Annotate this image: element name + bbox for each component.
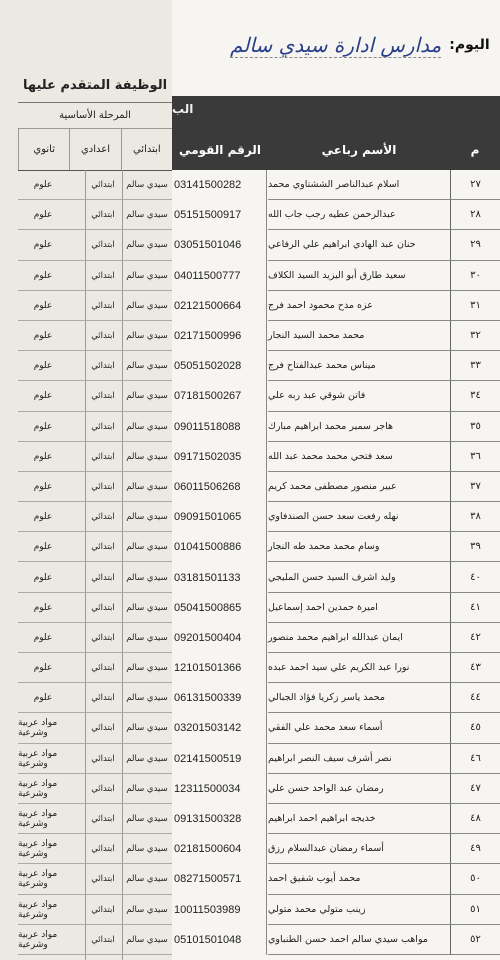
table-row <box>0 713 500 743</box>
number-cell: ٣٣ <box>450 351 500 381</box>
name-cell: عبير منصور مصطفى محمد كريم <box>268 472 450 502</box>
stage-cell: ابتدائي <box>91 451 115 462</box>
school-cell: سيدي سالم <box>126 602 168 613</box>
number-cell: ٣٠ <box>450 261 500 291</box>
table-row <box>0 200 500 230</box>
national-id-cell: 02121500664 <box>172 291 267 321</box>
stage-label: المرحلة الأساسية <box>18 104 172 129</box>
national-id-cell: 09091501065 <box>172 502 267 532</box>
table-row <box>0 261 500 291</box>
stage-columns <box>18 128 172 171</box>
number-cell: ٣٤ <box>450 381 500 411</box>
stage-cell: ابتدائي <box>91 783 115 794</box>
stage-cell: ابتدائي <box>91 934 115 945</box>
national-id-cell: 09171502035 <box>172 442 267 472</box>
number-cell: ٣٨ <box>450 502 500 532</box>
number-cell: ٢٨ <box>450 200 500 230</box>
section-cell: مواد عربية وشرعية <box>18 899 58 920</box>
section-cell: علوم <box>33 391 53 402</box>
national-id-cell: 03051501046 <box>172 230 267 260</box>
number-cell: ٤٩ <box>450 834 500 864</box>
section-cell: علوم <box>33 663 53 674</box>
section-cell: علوم <box>33 300 53 311</box>
stage-cell: ابتدائي <box>91 180 115 191</box>
name-cell: محمد أيوب شفيق احمد <box>268 864 450 894</box>
school-cell: سيدي سالم <box>126 874 168 885</box>
table-body <box>0 170 500 955</box>
stage-cell: ابتدائي <box>91 723 115 734</box>
section-cell: علوم <box>33 210 53 221</box>
name-cell: خديجه ابراهيم احمد ابراهيم <box>268 804 450 834</box>
national-id-cell: 03181501133 <box>172 562 267 592</box>
number-cell: ٥١ <box>450 895 500 925</box>
table-row <box>0 321 500 351</box>
school-cell: سيدي سالم <box>126 663 168 674</box>
name-cell: وسام محمد محمد طه النجار <box>268 532 450 562</box>
national-id-cell: 05101501048 <box>172 925 267 955</box>
number-cell: ٤٢ <box>450 623 500 653</box>
number-cell: ٤٦ <box>450 744 500 774</box>
number-cell: ٤٧ <box>450 774 500 804</box>
table-row <box>0 381 500 411</box>
number-cell: ٤٤ <box>450 683 500 713</box>
school-cell: سيدي سالم <box>126 783 168 794</box>
table-row <box>0 230 500 260</box>
number-cell: ٣٢ <box>450 321 500 351</box>
name-cell: سعد فتحي محمد محمد عبد الله <box>268 442 450 472</box>
national-id-cell: 02181500604 <box>172 834 267 864</box>
section-cell: مواد عربية وشرعية <box>18 929 58 950</box>
section-cell: علوم <box>33 602 53 613</box>
day-line <box>230 20 500 70</box>
number-cell: ٣٥ <box>450 412 500 442</box>
table-row <box>0 925 500 955</box>
section-cell: علوم <box>33 512 53 523</box>
national-id-cell: 09131500328 <box>172 804 267 834</box>
header-fragment: الب <box>172 102 194 116</box>
section-cell: علوم <box>33 632 53 643</box>
stage-cell: ابتدائي <box>91 844 115 855</box>
section-cell: علوم <box>33 180 53 191</box>
job-title-header <box>18 68 172 103</box>
national-id-cell: 03141500282 <box>172 170 267 200</box>
national-id-cell: 07181500267 <box>172 381 267 411</box>
job-title-text: الوظيفة المتقدم عليها <box>22 77 168 93</box>
national-id-cell: 01041500886 <box>172 532 267 562</box>
name-cell: فاتن شوقي عبد ربه علي <box>268 381 450 411</box>
stage-cell: ابتدائي <box>91 300 115 311</box>
name-cell: نصر أشرف سيف النصر ابراهيم <box>268 744 450 774</box>
school-cell: سيدي سالم <box>126 210 168 221</box>
national-id-cell: 06011506268 <box>172 472 267 502</box>
stage-cell: ابتدائي <box>91 240 115 251</box>
day-value-handwritten: مدارس ادارة سيدي سالم <box>230 32 442 57</box>
number-cell: ٣٦ <box>450 442 500 472</box>
name-cell: هاجر سمير محمد ابراهيم مبارك <box>268 412 450 442</box>
stage-cell: ابتدائي <box>91 572 115 583</box>
name-cell: نورا عبد الكريم علي سيد احمد عبده <box>268 653 450 683</box>
stage-cell: ابتدائي <box>91 542 115 553</box>
table-row <box>0 170 500 200</box>
table-row <box>0 653 500 683</box>
name-cell: اسلام عبدالناصر الششتاوي محمد <box>268 170 450 200</box>
national-id-cell: 09201500404 <box>172 623 267 653</box>
number-cell: ٤٠ <box>450 562 500 592</box>
school-cell: سيدي سالم <box>126 934 168 945</box>
name-cell: أسماء رمضان عبدالسلام رزق <box>268 834 450 864</box>
school-cell: سيدي سالم <box>126 421 168 432</box>
stage-cell: ابتدائي <box>91 331 115 342</box>
school-cell: سيدي سالم <box>126 572 168 583</box>
number-cell: ٤٨ <box>450 804 500 834</box>
school-cell: سيدي سالم <box>126 723 168 734</box>
table-row <box>0 502 500 532</box>
table-row <box>0 351 500 381</box>
table-row <box>0 532 500 562</box>
school-cell: سيدي سالم <box>126 512 168 523</box>
number-cell: ٢٧ <box>450 170 500 200</box>
name-cell: رمضان عبد الواحد حسن علي <box>268 774 450 804</box>
table-row <box>0 774 500 804</box>
national-id-cell: 05151500917 <box>172 200 267 230</box>
number-cell: ٥٢ <box>450 925 500 955</box>
stage-cell: ابتدائي <box>91 663 115 674</box>
number-cell: ٤٣ <box>450 653 500 683</box>
stage-cell: ابتدائي <box>91 210 115 221</box>
table-row <box>0 442 500 472</box>
school-cell: سيدي سالم <box>126 542 168 553</box>
school-cell: سيدي سالم <box>126 180 168 191</box>
table-row <box>0 895 500 925</box>
national-id-cell: 02171500996 <box>172 321 267 351</box>
section-cell: علوم <box>33 331 53 342</box>
name-cell: سعيد طارق أبو اليزيد السيد الكلاف <box>268 261 450 291</box>
name-cell: زينب متولي محمد متولي <box>268 895 450 925</box>
stage-cell: ابتدائي <box>91 361 115 372</box>
school-cell: سيدي سالم <box>126 753 168 764</box>
national-id-cell: 05041500865 <box>172 593 267 623</box>
stage-cell: ابتدائي <box>91 753 115 764</box>
number-cell: ٣٩ <box>450 532 500 562</box>
stage-cell: ابتدائي <box>91 512 115 523</box>
section-cell: علوم <box>33 421 53 432</box>
section-cell: علوم <box>33 572 53 583</box>
col-secondary: ثانوي <box>18 128 69 170</box>
section-cell: مواد عربية وشرعية <box>18 869 58 890</box>
table-row <box>0 412 500 442</box>
section-cell: مواد عربية وشرعية <box>18 748 58 769</box>
national-id-cell: 05051502028 <box>172 351 267 381</box>
col-number-header: م <box>450 130 500 170</box>
table-row <box>0 472 500 502</box>
number-cell: ٣١ <box>450 291 500 321</box>
name-cell: ميناس محمد عبدالفتاح فرج <box>268 351 450 381</box>
table-row <box>0 744 500 774</box>
section-cell: مواد عربية وشرعية <box>18 718 58 739</box>
national-id-cell: 12101501366 <box>172 653 267 683</box>
table-row <box>0 623 500 653</box>
table-row <box>0 834 500 864</box>
national-id-cell: 02141500519 <box>172 744 267 774</box>
day-label: اليوم: <box>449 37 490 53</box>
national-id-cell: 09011518088 <box>172 412 267 442</box>
col-preparatory: اعدادي <box>69 128 120 170</box>
number-cell: ٣٧ <box>450 472 500 502</box>
national-id-cell: 12311500034 <box>172 774 267 804</box>
section-cell: علوم <box>33 481 53 492</box>
name-cell: حنان عبد الهادي ابراهيم علي الرفاعي <box>268 230 450 260</box>
section-cell: مواد عربية وشرعية <box>18 839 58 860</box>
section-cell: علوم <box>33 270 53 281</box>
section-cell: مواد عربية وشرعية <box>18 778 58 799</box>
col-name-header: الأسم رباعي <box>268 130 450 170</box>
table-row <box>0 864 500 894</box>
table-row <box>0 683 500 713</box>
name-cell: عزه مدح محمود احمد فرج <box>268 291 450 321</box>
national-id-cell: 10011503989 <box>172 895 267 925</box>
national-id-cell: 06131500339 <box>172 683 267 713</box>
row-divider <box>18 954 172 955</box>
school-cell: سيدي سالم <box>126 240 168 251</box>
section-cell: مواد عربية وشرعية <box>18 809 58 830</box>
section-cell: علوم <box>33 542 53 553</box>
school-cell: سيدي سالم <box>126 693 168 704</box>
section-cell: علوم <box>33 451 53 462</box>
name-cell: اميرة حمدين احمد إسماعيل <box>268 593 450 623</box>
name-cell: وليد اشرف السيد حسن المليجي <box>268 562 450 592</box>
table-row <box>0 804 500 834</box>
number-cell: ٢٩ <box>450 230 500 260</box>
school-cell: سيدي سالم <box>126 300 168 311</box>
school-cell: سيدي سالم <box>126 270 168 281</box>
school-cell: سيدي سالم <box>126 361 168 372</box>
col-primary: ابتدائي <box>121 128 172 170</box>
section-cell: علوم <box>33 361 53 372</box>
table-row <box>0 593 500 623</box>
school-cell: سيدي سالم <box>126 814 168 825</box>
school-cell: سيدي سالم <box>126 632 168 643</box>
stage-cell: ابتدائي <box>91 602 115 613</box>
stage-cell: ابتدائي <box>91 632 115 643</box>
national-id-cell: 08271500571 <box>172 864 267 894</box>
school-cell: سيدي سالم <box>126 391 168 402</box>
stage-cell: ابتدائي <box>91 421 115 432</box>
number-cell: ٤١ <box>450 593 500 623</box>
stage-cell: ابتدائي <box>91 904 115 915</box>
name-cell: عبدالرحمن عطيه رجب جاب الله <box>268 200 450 230</box>
school-cell: سيدي سالم <box>126 451 168 462</box>
number-cell: ٥٠ <box>450 864 500 894</box>
stage-cell: ابتدائي <box>91 814 115 825</box>
stage-cell: ابتدائي <box>91 270 115 281</box>
stage-cell: ابتدائي <box>91 481 115 492</box>
national-id-cell: 04011500777 <box>172 261 267 291</box>
section-cell: علوم <box>33 693 53 704</box>
name-cell: أسماء سعد محمد علي الفقي <box>268 713 450 743</box>
section-cell: علوم <box>33 240 53 251</box>
stage-cell: ابتدائي <box>91 874 115 885</box>
number-cell: ٤٥ <box>450 713 500 743</box>
school-cell: سيدي سالم <box>126 331 168 342</box>
name-cell: نهله رفعت سعد حسن الصندفاوي <box>268 502 450 532</box>
name-cell: محمد محمد السيد النجار <box>268 321 450 351</box>
table-row <box>0 291 500 321</box>
col-national-id-header: الرقم القومي <box>172 130 268 170</box>
name-cell: ايمان عبدالله ابراهيم محمد منصور <box>268 623 450 653</box>
school-cell: سيدي سالم <box>126 904 168 915</box>
school-cell: سيدي سالم <box>126 481 168 492</box>
name-cell: مواهب سيدي سالم احمد حسن الطنباوي <box>268 925 450 955</box>
national-id-cell: 03201503142 <box>172 713 267 743</box>
name-cell: محمد ياسر زكريا فؤاد الجبالي <box>268 683 450 713</box>
school-cell: سيدي سالم <box>126 844 168 855</box>
stage-cell: ابتدائي <box>91 391 115 402</box>
table-row <box>0 562 500 592</box>
stage-cell: ابتدائي <box>91 693 115 704</box>
